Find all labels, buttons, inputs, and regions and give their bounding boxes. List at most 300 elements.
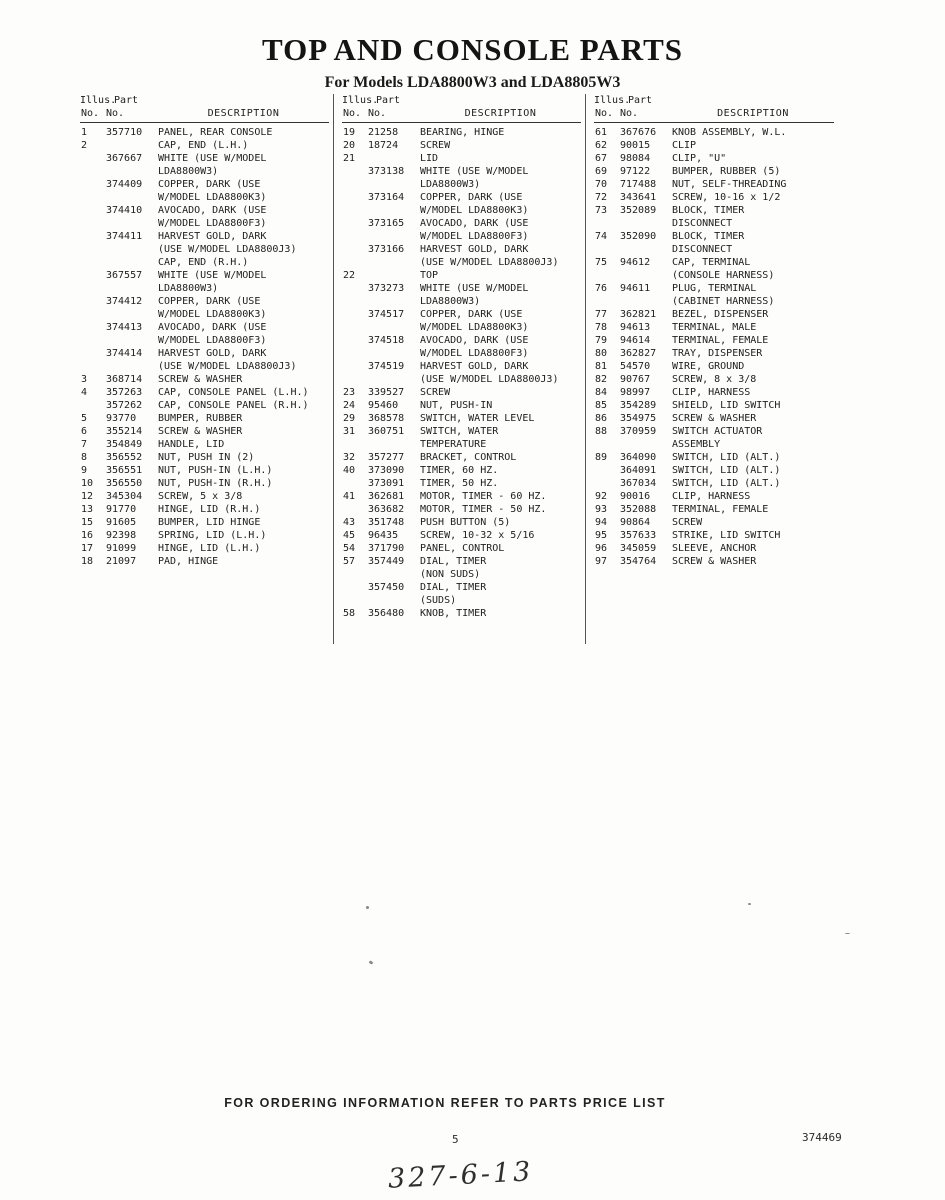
parts-row xyxy=(342,126,581,139)
illus-no: 7 xyxy=(81,439,88,450)
part-description: SCREW, 8 x 3/8 xyxy=(672,374,757,385)
part-description: HARVEST GOLD, DARK (USE W/MODEL LDA8800J3) xyxy=(158,348,297,372)
part-description: COPPER, DARK (USE W/MODEL LDA8800K3) xyxy=(420,309,529,333)
illus-no-header: No. xyxy=(343,108,362,119)
part-no: 354289 xyxy=(620,400,657,411)
part-description: BRACKET, CONTROL xyxy=(420,452,517,463)
parts-row xyxy=(80,204,329,230)
part-description: SPRING, LID (L.H.) xyxy=(158,530,267,541)
part-no: 373164 xyxy=(368,192,405,203)
illus-no: 77 xyxy=(595,309,608,320)
illus-no: 16 xyxy=(81,530,94,541)
parts-row xyxy=(594,230,834,256)
illus-no: 45 xyxy=(343,530,356,541)
part-description: TIMER, 60 HZ. xyxy=(420,465,499,476)
part-no: 98997 xyxy=(620,387,651,398)
illus-no: 3 xyxy=(81,374,88,385)
part-no: 18724 xyxy=(368,140,399,151)
part-no: 357449 xyxy=(368,556,405,567)
illus-no xyxy=(342,282,368,308)
illus-no: 78 xyxy=(595,322,608,333)
page-number: 5 xyxy=(452,1133,459,1146)
parts-row xyxy=(594,464,834,477)
scan-artifact xyxy=(369,960,374,965)
illus-no xyxy=(80,321,106,347)
part-description: WIRE, GROUND xyxy=(672,361,745,372)
parts-row xyxy=(342,308,581,334)
part-description: SCREW, 10-32 x 5/16 xyxy=(420,530,535,541)
illus-no: 15 xyxy=(81,517,94,528)
description-header: DESCRIPTION xyxy=(207,108,280,119)
part-description: COPPER, DARK (USE W/MODEL LDA8800K3) xyxy=(158,296,267,320)
illus-no: 84 xyxy=(595,387,608,398)
part-description: CLIP, "U" xyxy=(672,153,727,164)
parts-row xyxy=(80,425,329,438)
parts-row xyxy=(80,386,329,399)
part-description: HANDLE, LID xyxy=(158,439,225,450)
part-no: 95460 xyxy=(368,400,399,411)
part-no: 356552 xyxy=(106,452,143,463)
part-no: 373138 xyxy=(368,166,405,177)
parts-row xyxy=(594,373,834,386)
part-no: 90767 xyxy=(620,374,651,385)
illus-no: 41 xyxy=(343,491,356,502)
parts-row xyxy=(594,529,834,542)
illus-no: 74 xyxy=(595,231,608,242)
part-description: CAP, CONSOLE PANEL (L.H.) xyxy=(158,387,309,398)
illus-no: 80 xyxy=(595,348,608,359)
part-no: 54570 xyxy=(620,361,651,372)
description-header: DESCRIPTION xyxy=(464,108,537,119)
part-description: TOP xyxy=(420,270,439,281)
part-no: 368714 xyxy=(106,374,143,385)
part-no: 364091 xyxy=(620,465,657,476)
part-no: 351748 xyxy=(368,517,405,528)
part-description: PUSH BUTTON (5) xyxy=(420,517,511,528)
parts-row xyxy=(80,477,329,490)
parts-row xyxy=(594,412,834,425)
parts-row xyxy=(342,529,581,542)
illus-no: 1 xyxy=(81,127,88,138)
parts-row xyxy=(342,477,581,490)
part-no xyxy=(368,269,420,282)
part-description: SWITCH, WATER TEMPERATURE xyxy=(420,426,499,450)
illus-no: 54 xyxy=(343,543,356,554)
part-no: 363682 xyxy=(368,504,405,515)
illus-no xyxy=(342,334,368,360)
parts-row xyxy=(342,165,581,191)
part-header-label: Part xyxy=(376,95,401,106)
parts-row xyxy=(80,438,329,451)
part-description: SWITCH, LID (ALT.) xyxy=(672,465,781,476)
parts-row xyxy=(594,477,834,490)
illus-no: 12 xyxy=(81,491,94,502)
illus-no: 2 xyxy=(81,140,88,151)
part-no: 357450 xyxy=(368,582,405,593)
part-description: CAP, END (L.H.) xyxy=(158,140,249,151)
part-no: 357262 xyxy=(106,400,143,411)
illus-no xyxy=(342,165,368,191)
parts-row xyxy=(594,516,834,529)
illus-no xyxy=(342,217,368,243)
parts-row xyxy=(342,282,581,308)
parts-row xyxy=(342,542,581,555)
parts-row xyxy=(594,555,834,568)
part-no: 94611 xyxy=(620,283,651,294)
parts-row xyxy=(342,360,581,386)
part-no: 352088 xyxy=(620,504,657,515)
illus-no: 89 xyxy=(595,452,608,463)
part-description: DIAL, TIMER (SUDS) xyxy=(420,582,487,606)
illus-no: 75 xyxy=(595,257,608,268)
parts-row xyxy=(594,139,834,152)
illus-no: 20 xyxy=(343,140,356,151)
part-description: TRAY, DISPENSER xyxy=(672,348,763,359)
illus-no: 18 xyxy=(81,556,94,567)
scan-artifact xyxy=(748,903,751,905)
part-no: 357633 xyxy=(620,530,657,541)
parts-row xyxy=(594,321,834,334)
parts-row xyxy=(594,282,834,308)
part-no: 21258 xyxy=(368,127,399,138)
illus-no xyxy=(342,308,368,334)
part-no: 717488 xyxy=(620,179,657,190)
part-description: KNOB ASSEMBLY, W.L. xyxy=(672,127,787,138)
part-no: 354849 xyxy=(106,439,143,450)
illus-no: 62 xyxy=(595,140,608,151)
part-no: 360751 xyxy=(368,426,405,437)
parts-row xyxy=(342,490,581,503)
part-description: HARVEST GOLD, DARK (USE W/MODEL LDA8800J3) xyxy=(420,244,559,268)
part-description: CAP, TERMINAL (CONSOLE HARNESS) xyxy=(672,257,775,281)
parts-row xyxy=(80,464,329,477)
part-description: SWITCH, LID (ALT.) xyxy=(672,452,781,463)
part-no: 374409 xyxy=(106,179,143,190)
illus-no xyxy=(80,347,106,373)
illus-no: 29 xyxy=(343,413,356,424)
part-no: 91605 xyxy=(106,517,137,528)
parts-row xyxy=(594,256,834,282)
illus-no: 4 xyxy=(81,387,88,398)
illus-no: 58 xyxy=(343,608,356,619)
part-description: MOTOR, TIMER - 50 HZ. xyxy=(420,504,547,515)
illus-header-label: Illus. xyxy=(594,95,631,106)
parts-row xyxy=(342,139,581,152)
parts-row xyxy=(342,191,581,217)
part-description: CAP, CONSOLE PANEL (R.H.) xyxy=(158,400,309,411)
part-no xyxy=(106,139,158,152)
illus-no: 79 xyxy=(595,335,608,346)
part-no: 362821 xyxy=(620,309,657,320)
illus-no: 31 xyxy=(343,426,356,437)
parts-row xyxy=(342,386,581,399)
part-description: COPPER, DARK (USE W/MODEL LDA8800K3) xyxy=(420,192,529,216)
part-description: BUMPER, LID HINGE xyxy=(158,517,261,528)
part-header-label: Part xyxy=(114,95,139,106)
part-description: STRIKE, LID SWITCH xyxy=(672,530,781,541)
part-no: 345304 xyxy=(106,491,143,502)
illus-no xyxy=(80,295,106,321)
parts-rows xyxy=(80,126,329,568)
part-description: BUMPER, RUBBER xyxy=(158,413,243,424)
part-no: 374517 xyxy=(368,309,405,320)
parts-rows xyxy=(342,126,581,620)
description-header: DESCRIPTION xyxy=(717,108,789,119)
part-description: PANEL, CONTROL xyxy=(420,543,505,554)
parts-row xyxy=(80,269,329,295)
parts-row xyxy=(80,503,329,516)
parts-row xyxy=(594,126,834,139)
illus-no: 21 xyxy=(343,153,356,164)
illus-no: 96 xyxy=(595,543,608,554)
part-no: 21097 xyxy=(106,556,137,567)
part-no: 93770 xyxy=(106,413,137,424)
part-no: 356480 xyxy=(368,608,405,619)
part-no: 98084 xyxy=(620,153,651,164)
part-no: 368578 xyxy=(368,413,405,424)
column-header xyxy=(594,94,834,123)
illus-no: 10 xyxy=(81,478,94,489)
part-description: KNOB, TIMER xyxy=(420,608,487,619)
illus-no xyxy=(342,477,368,490)
parts-row xyxy=(80,295,329,321)
part-description: HARVEST GOLD, DARK (USE W/MODEL LDA8800J3) CAP, END (R.H.) xyxy=(158,231,297,268)
parts-row xyxy=(594,399,834,412)
parts-row xyxy=(80,126,329,139)
parts-row xyxy=(594,490,834,503)
part-no: 357710 xyxy=(106,127,143,138)
part-description: AVOCADO, DARK (USE W/MODEL LDA8800F3) xyxy=(420,218,529,242)
illus-no: 95 xyxy=(595,530,608,541)
part-description: PLUG, TERMINAL (CABINET HARNESS) xyxy=(672,283,775,307)
part-no: 373090 xyxy=(368,465,405,476)
parts-row xyxy=(594,347,834,360)
parts-row xyxy=(594,360,834,373)
illus-no xyxy=(594,464,620,477)
part-description: TIMER, 50 HZ. xyxy=(420,478,499,489)
parts-row xyxy=(594,204,834,230)
part-description: SLEEVE, ANCHOR xyxy=(672,543,757,554)
part-no: 345059 xyxy=(620,543,657,554)
part-description: NUT, PUSH-IN (L.H.) xyxy=(158,465,273,476)
part-no: 94612 xyxy=(620,257,651,268)
parts-row xyxy=(80,542,329,555)
parts-row xyxy=(594,503,834,516)
illus-no: 23 xyxy=(343,387,356,398)
part-description: TERMINAL, FEMALE xyxy=(672,504,769,515)
illus-no: 76 xyxy=(595,283,608,294)
illus-no: 13 xyxy=(81,504,94,515)
part-no: 357277 xyxy=(368,452,405,463)
part-description: NUT, PUSH IN (2) xyxy=(158,452,255,463)
illus-no xyxy=(80,269,106,295)
parts-row xyxy=(342,607,581,620)
part-description: WHITE (USE W/MODEL LDA8800W3) xyxy=(420,283,529,307)
part-description: SCREW & WASHER xyxy=(158,374,243,385)
illus-no: 72 xyxy=(595,192,608,203)
parts-row xyxy=(594,178,834,191)
parts-row xyxy=(594,165,834,178)
illus-no: 70 xyxy=(595,179,608,190)
parts-column-3 xyxy=(585,94,838,644)
parts-row xyxy=(342,334,581,360)
part-no: 97122 xyxy=(620,166,651,177)
illus-no: 86 xyxy=(595,413,608,424)
part-no: 362681 xyxy=(368,491,405,502)
part-no: 374412 xyxy=(106,296,143,307)
parts-row xyxy=(342,516,581,529)
part-no: 90015 xyxy=(620,140,651,151)
part-description: BLOCK, TIMER DISCONNECT xyxy=(672,231,745,255)
illus-header-label: Illus. xyxy=(342,95,379,106)
parts-row xyxy=(342,399,581,412)
part-no: 92398 xyxy=(106,530,137,541)
part-description: NUT, SELF-THREADING xyxy=(672,179,787,190)
part-no: 367667 xyxy=(106,153,143,164)
illus-no-header: No. xyxy=(595,108,614,119)
part-no-header: No. xyxy=(620,108,639,119)
part-description: DIAL, TIMER (NON SUDS) xyxy=(420,556,487,580)
part-description: WHITE (USE W/MODEL LDA8800W3) xyxy=(158,153,267,177)
illus-no: 6 xyxy=(81,426,88,437)
part-no xyxy=(368,152,420,165)
illus-no: 85 xyxy=(595,400,608,411)
scan-artifact xyxy=(366,906,369,909)
part-no: 373166 xyxy=(368,244,405,255)
illus-no: 88 xyxy=(595,426,608,437)
illus-no xyxy=(80,152,106,178)
illus-no xyxy=(80,230,106,269)
illus-no xyxy=(80,204,106,230)
part-no: 367557 xyxy=(106,270,143,281)
part-description: WHITE (USE W/MODEL LDA8800W3) xyxy=(158,270,267,294)
part-no: 373165 xyxy=(368,218,405,229)
part-description: SWITCH, WATER LEVEL xyxy=(420,413,535,424)
part-no: 96435 xyxy=(368,530,399,541)
illus-no: 69 xyxy=(595,166,608,177)
part-description: SWITCH ACTUATOR ASSEMBLY xyxy=(672,426,763,450)
part-description: LID xyxy=(420,153,439,164)
part-description: MOTOR, TIMER - 60 HZ. xyxy=(420,491,547,502)
illus-no xyxy=(342,503,368,516)
part-description: TERMINAL, FEMALE xyxy=(672,335,769,346)
illus-no: 24 xyxy=(343,400,356,411)
illus-no: 43 xyxy=(343,517,356,528)
part-description: HARVEST GOLD, DARK (USE W/MODEL LDA8800J3) xyxy=(420,361,559,385)
illus-no: 17 xyxy=(81,543,94,554)
parts-row xyxy=(80,139,329,152)
illus-no xyxy=(594,477,620,490)
part-description: AVOCADO, DARK (USE W/MODEL LDA8800F3) xyxy=(158,205,267,229)
parts-row xyxy=(80,321,329,347)
part-no: 367034 xyxy=(620,478,657,489)
column-header xyxy=(342,94,581,123)
parts-row xyxy=(80,529,329,542)
parts-row xyxy=(594,191,834,204)
part-description: WHITE (USE W/MODEL LDA8800W3) xyxy=(420,166,529,190)
part-no: 373091 xyxy=(368,478,405,489)
part-description: BEZEL, DISPENSER xyxy=(672,309,769,320)
parts-row xyxy=(342,412,581,425)
part-no: 354764 xyxy=(620,556,657,567)
parts-table xyxy=(78,94,838,644)
parts-row xyxy=(594,308,834,321)
parts-row xyxy=(594,152,834,165)
parts-row xyxy=(342,451,581,464)
illus-header-label: Illus. xyxy=(80,95,117,106)
handwritten-mark: 327-6-13 xyxy=(387,1156,535,1195)
illus-no xyxy=(342,360,368,386)
illus-no: 81 xyxy=(595,361,608,372)
doc-number: 374469 xyxy=(802,1131,842,1144)
parts-row xyxy=(80,451,329,464)
part-description: SCREW & WASHER xyxy=(672,556,757,567)
part-no: 356550 xyxy=(106,478,143,489)
parts-row xyxy=(80,373,329,386)
illus-no: 61 xyxy=(595,127,608,138)
parts-row xyxy=(80,347,329,373)
illus-no: 67 xyxy=(595,153,608,164)
illus-no: 82 xyxy=(595,374,608,385)
part-description: SCREW & WASHER xyxy=(672,413,757,424)
illus-no: 19 xyxy=(343,127,356,138)
part-no: 370959 xyxy=(620,426,657,437)
parts-row xyxy=(80,152,329,178)
part-description: SHIELD, LID SWITCH xyxy=(672,400,781,411)
illus-no: 94 xyxy=(595,517,608,528)
illus-no: 9 xyxy=(81,465,88,476)
part-no: 371790 xyxy=(368,543,405,554)
parts-row xyxy=(80,555,329,568)
part-description: BLOCK, TIMER DISCONNECT xyxy=(672,205,745,229)
part-description: NUT, PUSH-IN xyxy=(420,400,493,411)
part-no: 354975 xyxy=(620,413,657,424)
part-description: SCREW xyxy=(420,140,451,151)
part-no: 339527 xyxy=(368,387,405,398)
scan-artifact xyxy=(845,933,850,934)
part-no: 373273 xyxy=(368,283,405,294)
illus-no: 40 xyxy=(343,465,356,476)
illus-no: 5 xyxy=(81,413,88,424)
parts-column-1 xyxy=(78,94,333,644)
parts-row xyxy=(80,516,329,529)
illus-no: 22 xyxy=(343,270,356,281)
part-no: 94614 xyxy=(620,335,651,346)
part-no-header: No. xyxy=(368,108,387,119)
part-no: 343641 xyxy=(620,192,657,203)
part-no: 357263 xyxy=(106,387,143,398)
part-no: 356551 xyxy=(106,465,143,476)
parts-row xyxy=(342,581,581,607)
illus-no xyxy=(342,243,368,269)
parts-row xyxy=(80,230,329,269)
part-no: 374413 xyxy=(106,322,143,333)
illus-no: 97 xyxy=(595,556,608,567)
parts-row xyxy=(80,399,329,412)
part-description: PANEL, REAR CONSOLE xyxy=(158,127,273,138)
part-no: 94613 xyxy=(620,322,651,333)
part-description: COPPER, DARK (USE W/MODEL LDA8800K3) xyxy=(158,179,267,203)
part-no-header: No. xyxy=(106,108,125,119)
part-no: 362827 xyxy=(620,348,657,359)
part-no: 90016 xyxy=(620,491,651,502)
part-description: SCREW & WASHER xyxy=(158,426,243,437)
part-description: BUMPER, RUBBER (5) xyxy=(672,166,781,177)
illus-no: 92 xyxy=(595,491,608,502)
part-description: SCREW, 10-16 x 1/2 xyxy=(672,192,781,203)
part-description: AVOCADO, DARK (USE W/MODEL LDA8800F3) xyxy=(420,335,529,359)
page-title: TOP AND CONSOLE PARTS xyxy=(262,32,683,67)
